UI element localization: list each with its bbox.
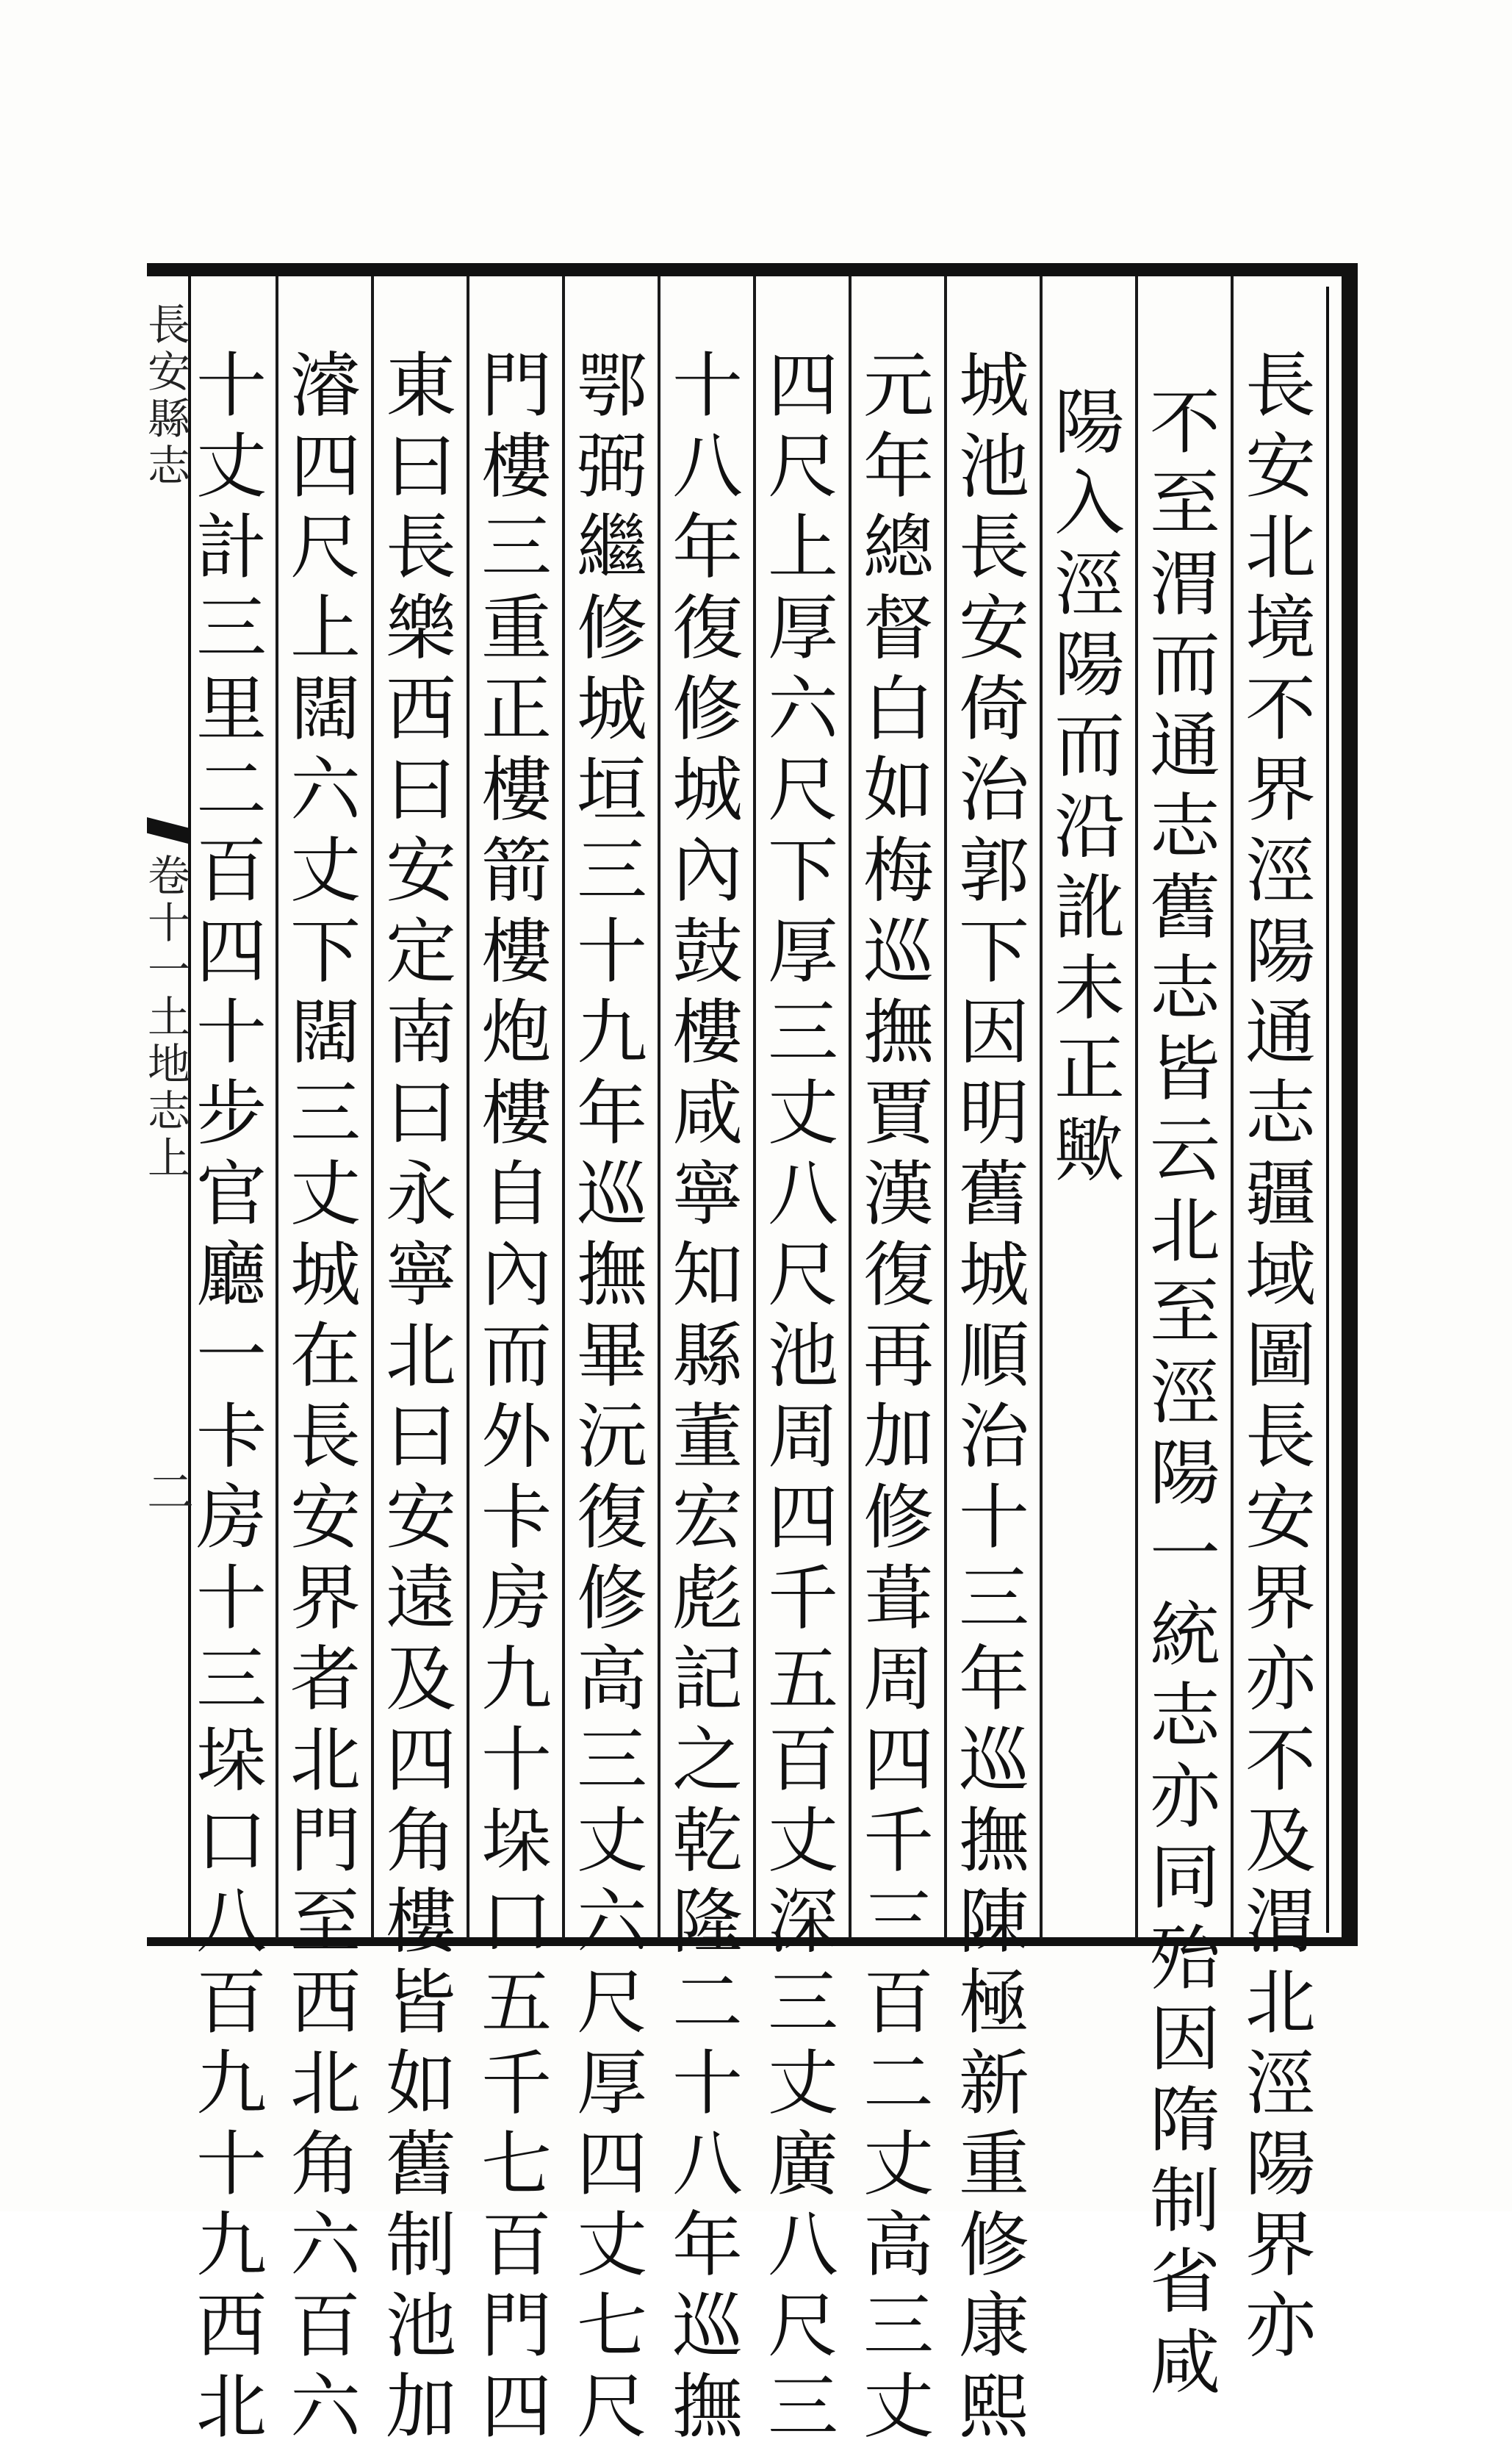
column-divider	[1135, 276, 1138, 1939]
text-column-11: 濬四尺上闊六丈下闊三丈城在長安界者北門至西北角六百六	[290, 345, 361, 2448]
margin-page-number: 二	[147, 1466, 194, 1521]
margin-volume	[147, 853, 191, 1182]
text-column-9: 門樓三重正樓箭樓炮樓自內而外卡房九十垛口五千七百門四	[481, 345, 552, 2448]
text-column-8: 鄂弼繼修城垣三十九年巡撫畢沅復修高三丈六尺厚四丈七尺	[577, 345, 647, 2448]
column-divider	[276, 276, 278, 1939]
column-divider	[944, 276, 947, 1939]
margin-volume-label: 卷十一	[147, 851, 190, 995]
inner-border-line	[1326, 287, 1329, 1933]
column-divider	[467, 276, 469, 1939]
text-column-1: 長安北境不界涇陽通志疆域圖長安界亦不及渭北涇陽界亦	[1245, 345, 1316, 2367]
margin-book-title: 長安縣志	[147, 300, 190, 491]
column-divider	[753, 276, 756, 1939]
column-divider	[849, 276, 852, 1939]
text-column-2: 不至渭而通志舊志皆云北至涇陽一統志亦同殆因隋制省咸	[1150, 381, 1220, 2404]
text-column-4: 城池長安倚治郭下因明舊城順治十三年巡撫陳極新重修康熙	[959, 345, 1029, 2448]
text-column-12: 十丈計三里二百四十步官廳一卡房十三垛口八百九十九西北	[196, 345, 267, 2448]
column-divider	[562, 276, 565, 1939]
text-column-7: 十八年復修城內鼓樓咸寧知縣董宏彪記之乾隆二十八年巡撫	[672, 345, 743, 2448]
text-column-3: 陽入涇陽而沿訛未正歟	[1054, 381, 1125, 1191]
text-column-5: 元年總督白如梅巡撫賈漢復再加修葺周四千三百二丈高三丈	[863, 345, 934, 2448]
column-divider	[1231, 276, 1234, 1939]
column-divider	[1040, 276, 1043, 1939]
margin-section-label: 土地志上	[147, 992, 190, 1183]
text-column-6: 四尺上厚六尺下厚三丈八尺池周四千五百丈深三丈廣八尺三	[768, 345, 838, 2448]
text-column-10: 東曰長樂西曰安定南曰永寧北曰安遠及四角樓皆如舊制池加	[386, 345, 456, 2448]
column-divider	[658, 276, 660, 1939]
column-divider	[371, 276, 374, 1939]
